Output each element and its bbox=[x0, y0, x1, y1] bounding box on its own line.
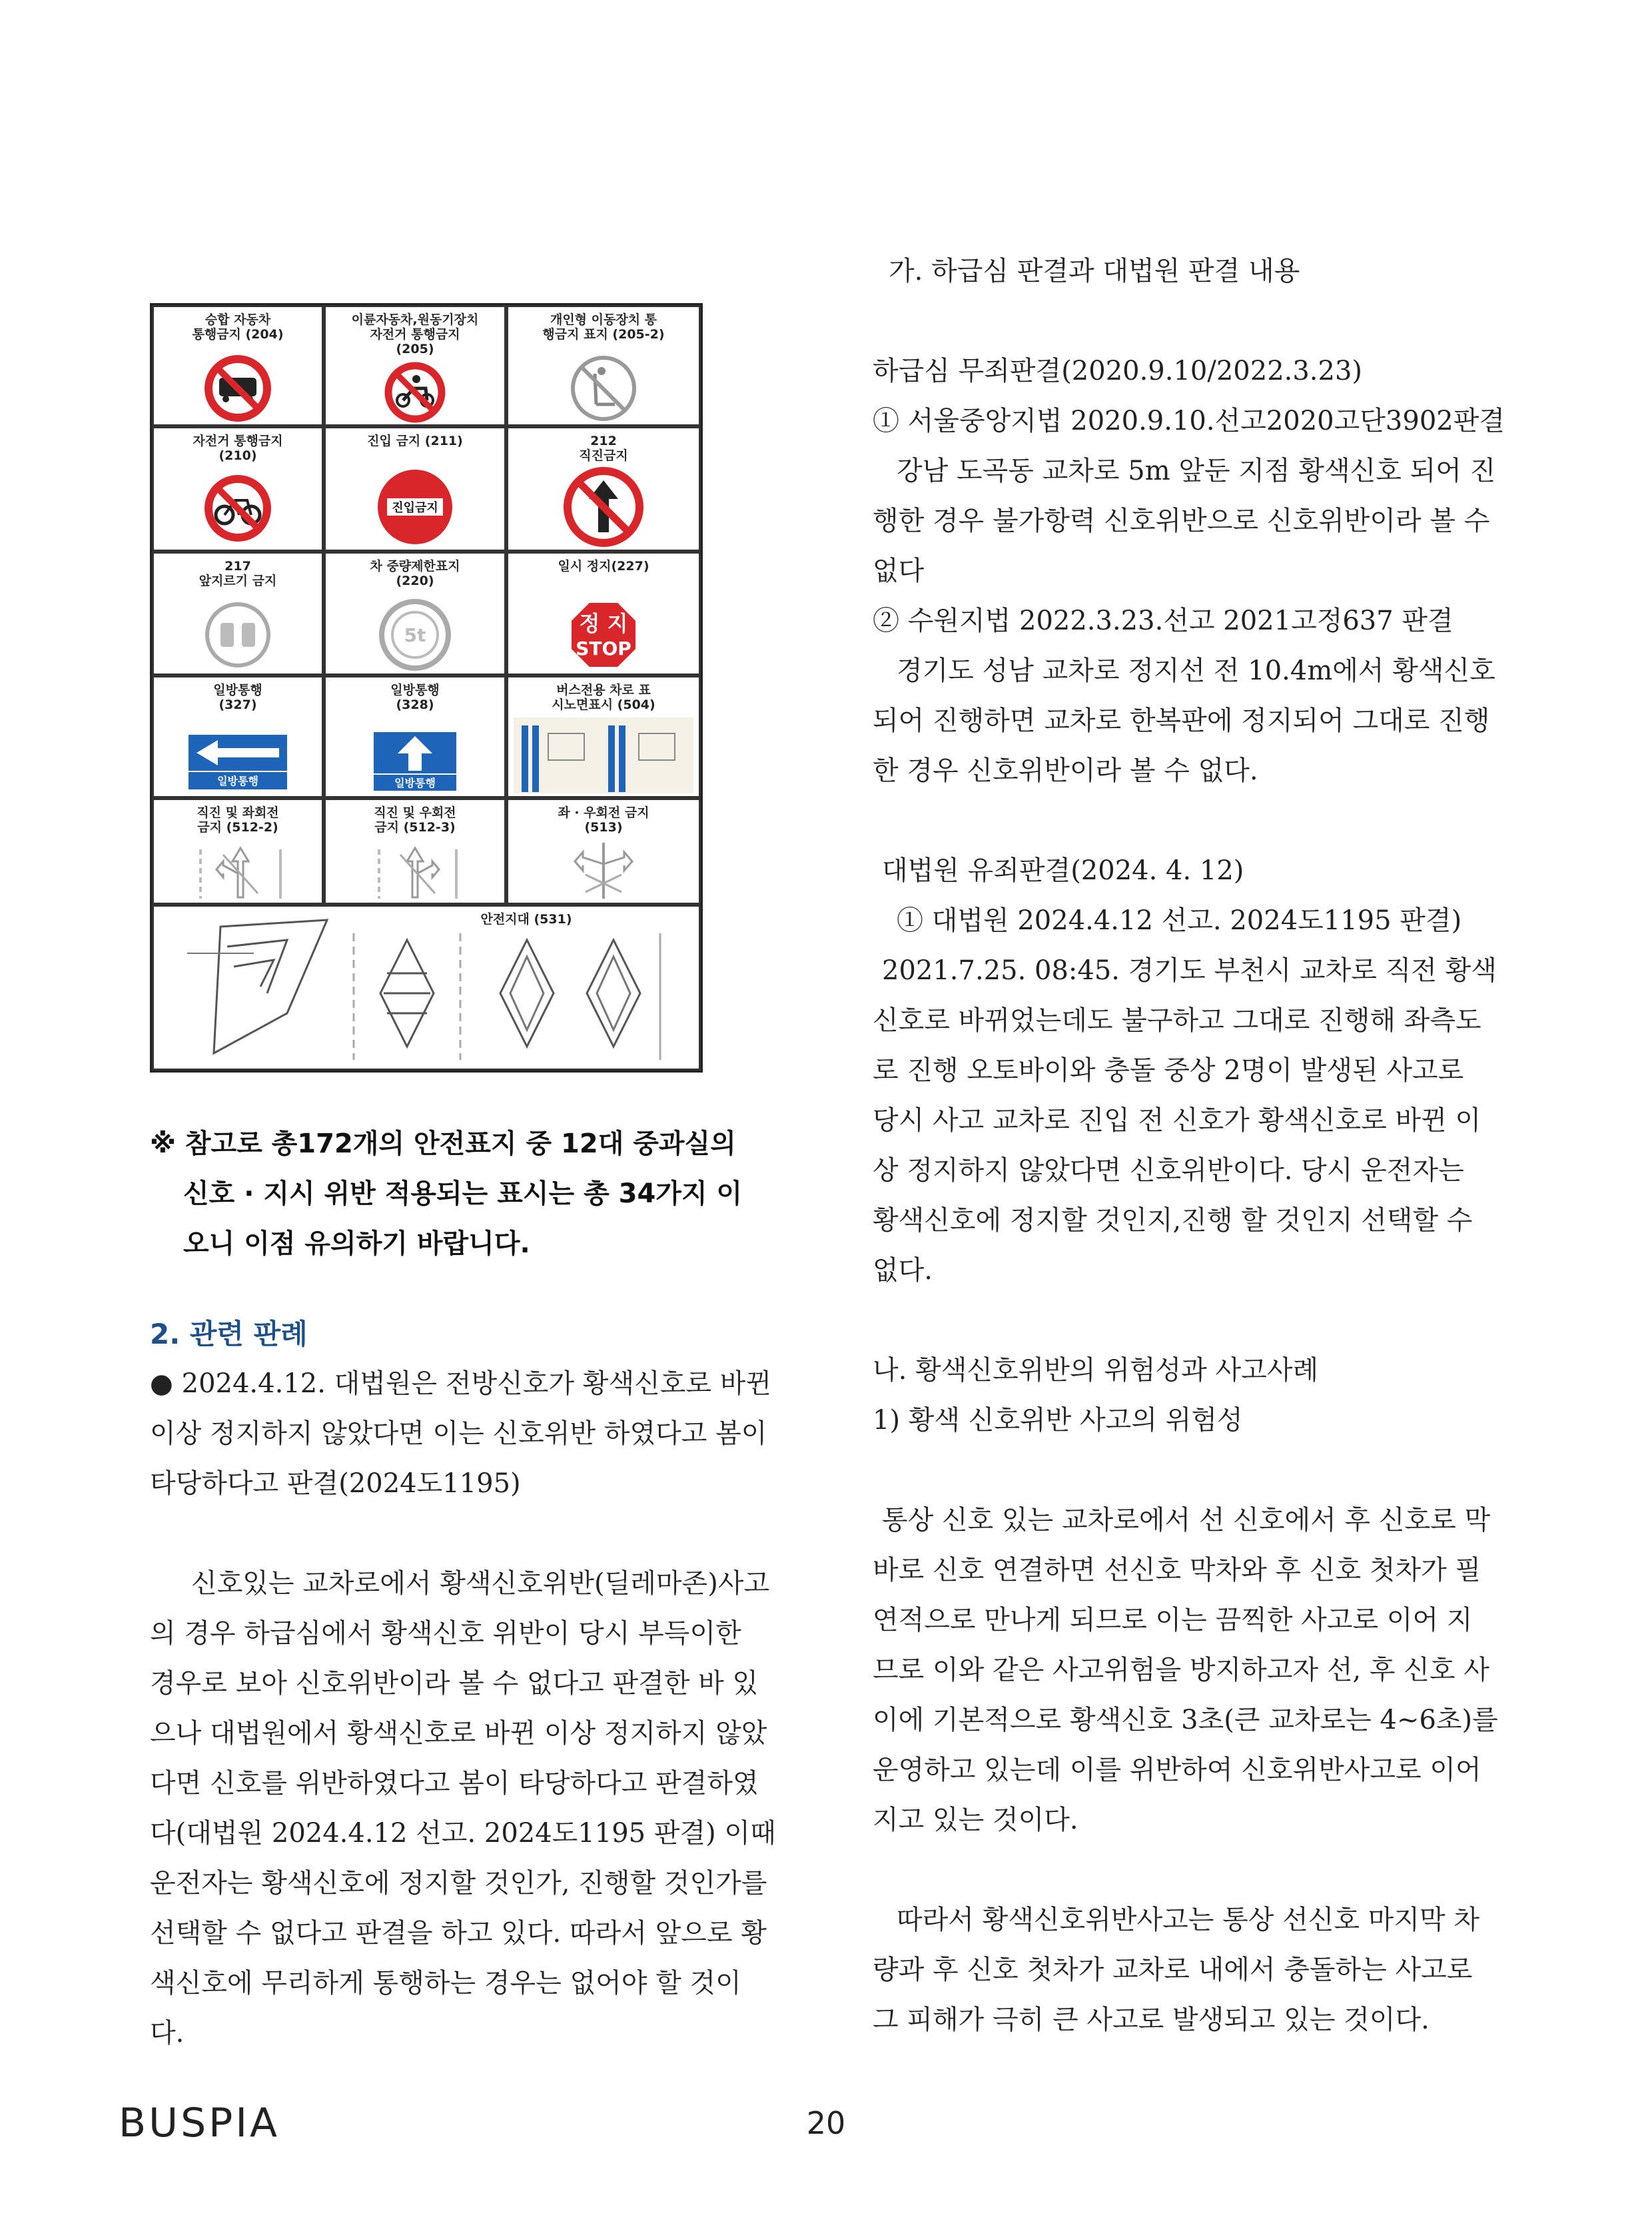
text-line: 없다 bbox=[873, 556, 925, 586]
sign-label: 직진 및 좌회전 금지 (512-2) bbox=[197, 805, 279, 835]
sign-cell-227 bbox=[506, 552, 701, 675]
no-overtaking-icon bbox=[154, 554, 322, 673]
text-line: 다면 신호를 위반하였다고 봄이 타당하다고 판결하였 bbox=[150, 1768, 759, 1799]
text-line: 다. bbox=[150, 2018, 185, 2048]
stop-sign-korean-text: 정 지 bbox=[579, 611, 628, 636]
text-line: ① 대법원 2024.4.12 선고. 2024도1195 판결) bbox=[897, 905, 1462, 936]
text-line: 으나 대법원에서 황색신호로 바뀐 이상 정지하지 않았 bbox=[150, 1718, 767, 1749]
safety-sign-note bbox=[150, 1119, 749, 1269]
lower-court-rulings bbox=[873, 346, 1505, 796]
sign-cell-220 bbox=[324, 552, 506, 675]
conclusion-paragraph bbox=[873, 1895, 1485, 2045]
no-bicycle-icon bbox=[154, 428, 322, 550]
text-line: 경기도 성남 교차로 정지선 전 10.4m에서 황색신호 bbox=[897, 656, 1495, 686]
text-line: 로 진행 오토바이와 충돌 중상 2명이 발생된 사고로 bbox=[873, 1055, 1464, 1086]
text-line: 신호있는 교차로에서 황색신호위반(딜레마존)사고 bbox=[191, 1568, 770, 1599]
text-line: 이상 정지하지 않았다면 이는 신호위반 하였다고 봄이 bbox=[150, 1418, 767, 1449]
svg-text:5t: 5t bbox=[404, 624, 426, 646]
text-line: 당시 사고 교차로 진입 전 신호가 황색신호로 바뀐 이 bbox=[873, 1105, 1481, 1136]
text-line: ● 2024.4.12. 대법원은 전방신호가 황색신호로 바뀐 bbox=[150, 1368, 772, 1399]
text-line: 운전자는 황색신호에 정지할 것인가, 진행할 것인가를 bbox=[150, 1868, 767, 1899]
no-scooter-icon bbox=[508, 307, 699, 424]
sign-label: 개인형 이동장치 통 행금지 표지 (205-2) bbox=[542, 312, 665, 342]
sign-cell-210 bbox=[152, 426, 324, 552]
text-line: 그 피해가 극히 큰 사고로 발생되고 있는 것이다. bbox=[873, 2004, 1430, 2035]
text-line: 없다. bbox=[873, 1255, 933, 1286]
sign-cell-205 bbox=[324, 305, 506, 426]
text-line: 대법원 유죄판결(2024. 4. 12) bbox=[882, 855, 1244, 886]
left-column bbox=[150, 303, 776, 2058]
text-line: 상 정지하지 않았다면 신호위반이다. 당시 운전자는 bbox=[873, 1155, 1464, 1186]
text-line: 이에 기본적으로 황색신호 3초(큰 교차로는 4~6초)를 bbox=[873, 1705, 1498, 1735]
sign-cell-212 bbox=[506, 426, 701, 552]
note-line: 신호 · 지시 위반 적용되는 표시는 총 34가지 이 bbox=[183, 1178, 743, 1209]
sign-label: 진입 금지 (211) bbox=[367, 434, 463, 448]
text-line: 2021.7.25. 08:45. 경기도 부천시 교차로 직전 황색 bbox=[882, 955, 1497, 986]
text-line: 량과 후 신호 첫차가 교차로 내에서 충돌하는 사고로 bbox=[873, 1955, 1473, 1985]
sign-cell-217 bbox=[152, 552, 324, 675]
sign-cell-205-2 bbox=[506, 305, 701, 426]
sign-label: 차 중량제한표지 (220) bbox=[370, 559, 460, 588]
note-line: 오니 이점 유의하기 바랍니다. bbox=[183, 1228, 530, 1259]
subheading-text: 가. 하급심 판결과 대법원 판결 내용 bbox=[889, 256, 1300, 286]
text-line: 행한 경우 불가항력 신호위반으로 신호위반이라 볼 수 bbox=[873, 506, 1490, 536]
stop-sign-english-text: STOP bbox=[576, 638, 631, 660]
one-way-up-text: 일방통행 bbox=[394, 777, 436, 789]
sign-label: 이륜자동차,원동기장치 자전거 통행금지 (205) bbox=[351, 312, 479, 356]
sign-cell-512-3 bbox=[324, 798, 506, 905]
no-straight-right-marking-icon bbox=[326, 800, 504, 903]
sign-label: 일방통행 (328) bbox=[390, 683, 440, 712]
text-line: 통상 신호 있는 교차로에서 선 신호에서 후 신호로 막 bbox=[882, 1505, 1491, 1536]
text-line: 지고 있는 것이다. bbox=[873, 1805, 1078, 1835]
sign-label: 217 앞지르기 금지 bbox=[199, 559, 277, 588]
sign-cell-328 bbox=[324, 675, 506, 798]
sign-cell-513 bbox=[506, 798, 701, 905]
sign-cell-211 bbox=[324, 426, 506, 552]
text-line: 색신호에 무리하게 통행하는 경우는 없어야 할 것이 bbox=[150, 1968, 741, 1999]
no-left-right-marking-icon bbox=[508, 800, 699, 903]
one-way-up-icon bbox=[326, 677, 504, 796]
sign-cell-204 bbox=[152, 305, 324, 426]
text-line: 다(대법원 2024.4.12 선고. 2024도1195 판결) 이때 bbox=[150, 1818, 776, 1849]
sign-label: 승합 자동차 통행금지 (204) bbox=[192, 312, 284, 342]
yellow-signal-danger-paragraph bbox=[873, 1496, 1498, 1845]
text-line: 경우로 보아 신호위반이라 볼 수 없다고 판결한 바 있 bbox=[150, 1668, 759, 1699]
right-column bbox=[873, 246, 1505, 2045]
stop-sign-icon bbox=[508, 554, 699, 673]
page-number: 20 bbox=[806, 2105, 846, 2141]
text-line: 한 경우 신호위반이라 볼 수 없다. bbox=[873, 755, 1258, 786]
no-straight-left-marking-icon bbox=[154, 800, 322, 903]
text-line: 강남 도곡동 교차로 5m 앞둔 지점 황색신호 되어 진 bbox=[897, 456, 1496, 486]
no-entry-icon bbox=[326, 428, 504, 550]
no-bus-icon bbox=[154, 307, 322, 424]
text-line: 하급심 무죄판결(2020.9.10/2022.3.23) bbox=[873, 356, 1363, 386]
note-line: ※ 참고로 총172개의 안전표지 중 12대 중과실의 bbox=[150, 1128, 736, 1159]
sign-cell-327 bbox=[152, 675, 324, 798]
text-line: ① 서울중앙지법 2020.9.10.선고2020고단3902판결 bbox=[873, 406, 1505, 436]
text-line: 의 경우 하급심에서 황색신호 위반이 당시 부득이한 bbox=[150, 1618, 741, 1649]
text-line: 되어 진행하면 교차로 한복판에 정지되어 그대로 진행 bbox=[873, 705, 1490, 736]
supreme-court-ruling bbox=[873, 846, 1497, 1296]
sign-label: 212 직진금지 bbox=[579, 434, 628, 463]
sign-label: 자전거 통행금지 (210) bbox=[193, 434, 283, 463]
buspia-logo: BUSPIA bbox=[119, 2100, 280, 2146]
text-line: 선택할 수 없다고 판결을 하고 있다. 따라서 앞으로 황 bbox=[150, 1918, 767, 1949]
sign-label: 직진 및 우회전 금지 (512-3) bbox=[374, 805, 456, 835]
text-line: 운영하고 있는데 이를 위반하여 신호위반사고로 이어 bbox=[873, 1755, 1481, 1785]
sign-label: 일시 정지(227) bbox=[558, 559, 649, 574]
text-line: 므로 이와 같은 사고위험을 방지하고자 선, 후 신호 사 bbox=[873, 1655, 1489, 1685]
no-entry-sign-text: 진입금지 bbox=[392, 501, 438, 515]
text-line: 신호로 바뀌었는데도 불구하고 그대로 진행해 좌측도 bbox=[873, 1005, 1481, 1036]
text-line: 따라서 황색신호위반사고는 통상 선신호 마지막 차 bbox=[897, 1905, 1480, 1935]
safety-zone-marking-icon bbox=[154, 907, 699, 1069]
sign-label: 버스전용 차로 표 시노면표시 (504) bbox=[552, 683, 655, 712]
subheading-ga bbox=[873, 246, 1485, 296]
subheading-text: 1) 황색 신호위반 사고의 위험성 bbox=[873, 1405, 1243, 1436]
subheading-na bbox=[873, 1346, 1485, 1446]
sign-label: 안전지대 (531) bbox=[480, 912, 572, 927]
one-way-left-text: 일방통행 bbox=[217, 775, 258, 787]
no-straight-icon bbox=[508, 428, 699, 550]
sign-label: 일방통행 (327) bbox=[213, 683, 262, 712]
sign-label: 좌 · 우회전 금지 (513) bbox=[558, 805, 649, 835]
sign-cell-504 bbox=[506, 675, 701, 798]
bus-lane-marking-icon bbox=[508, 677, 699, 796]
text-line: 연적으로 만나게 되므로 이는 끔찍한 사고로 이어 지 bbox=[873, 1605, 1473, 1635]
text-line: ② 수원지법 2022.3.23.선고 2021고정637 판결 bbox=[873, 606, 1453, 636]
weight-limit-icon bbox=[326, 554, 504, 673]
supreme-court-summary-paragraph bbox=[150, 1359, 772, 1509]
subheading-text: 나. 황색신호위반의 위험성과 사고사례 bbox=[873, 1355, 1319, 1386]
sign-cell-531 bbox=[152, 905, 701, 1071]
text-line: 바로 신호 연결하면 선신호 막차와 후 신호 첫차가 필 bbox=[873, 1555, 1481, 1585]
sign-cell-512-2 bbox=[152, 798, 324, 905]
one-way-left-icon bbox=[154, 677, 322, 796]
section-heading: 2. 관련 판례 bbox=[150, 1318, 308, 1350]
no-motorcycle-icon bbox=[326, 307, 504, 424]
traffic-sign-table bbox=[150, 303, 703, 1073]
dilemma-zone-paragraph bbox=[150, 1559, 776, 2058]
text-line: 황색신호에 정지할 것인지,진행 할 것인지 선택할 수 bbox=[873, 1205, 1473, 1236]
text-line: 타당하다고 판결(2024도1195) bbox=[150, 1468, 521, 1499]
